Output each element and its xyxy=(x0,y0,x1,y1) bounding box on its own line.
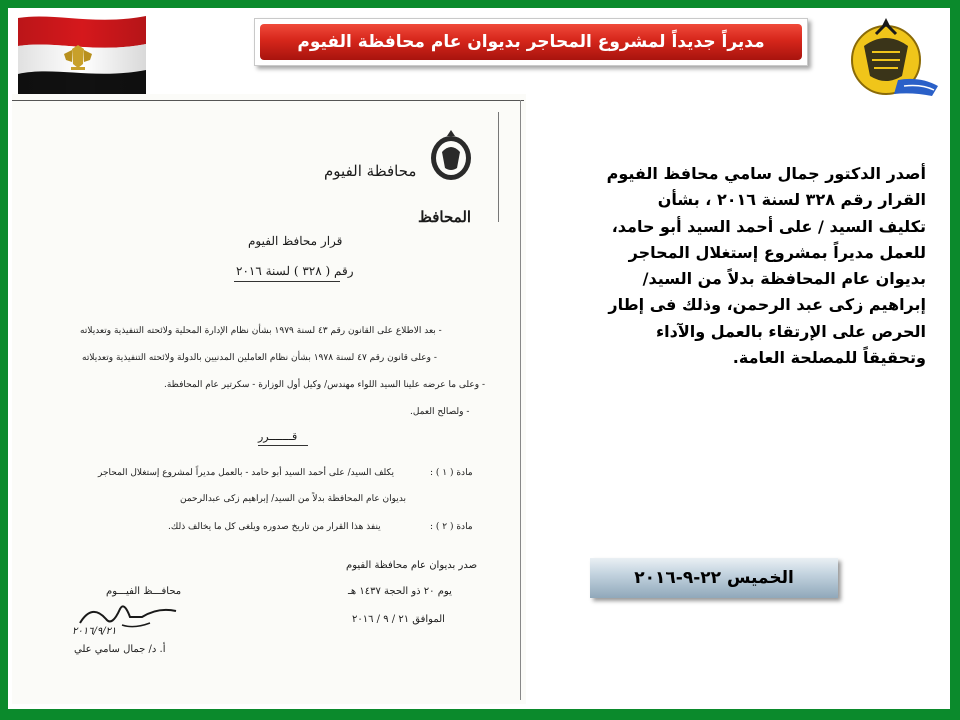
doc-signer-title: محافـــظ الفيـــوم xyxy=(106,586,182,597)
doc-signer-name: أ. د/ جمال سامي علي xyxy=(74,644,166,655)
title-banner xyxy=(254,18,808,66)
doc-article1-label: مادة ( ١ ) : xyxy=(430,468,473,478)
doc-issued-day: يوم ٢٠ ذو الحجة ١٤٣٧ هـ xyxy=(348,586,452,597)
article-text xyxy=(586,161,926,371)
date-badge: الخميس ٢٢-٩-٢٠١٦ xyxy=(590,558,838,598)
doc-article1-line2: بديوان عام المحافظة بدلاً من السيد/ إبراهيم زكى عبدالرحمن xyxy=(180,494,407,504)
slide-canvas xyxy=(8,8,950,709)
doc-article2-label: مادة ( ٢ ) : xyxy=(430,522,473,532)
governorate-seal-icon xyxy=(428,130,474,182)
decree-document xyxy=(12,94,526,704)
doc-signature-date: ٢٠١٦/٩/٢١ xyxy=(72,626,117,637)
headline: مديراً جديداً لمشروع المحاجر بديوان عام محافظة الفيوم xyxy=(260,24,802,60)
doc-office: المحافظ xyxy=(418,208,472,226)
doc-preamble-4: - ولصالح العمل. xyxy=(410,407,470,417)
doc-governorate-name: محافظة الفيوم xyxy=(324,162,417,180)
egypt-flag-icon xyxy=(14,12,150,100)
article-line: الحرص على الإرتقاء بالعمل والآداء xyxy=(655,321,926,341)
doc-decree-title: قرار محافظ الفيوم xyxy=(248,234,343,248)
doc-issued-at: صدر بديوان عام محافظة الفيوم xyxy=(346,560,478,571)
article-line: إبراهيم زكى عبد الرحمن، وذلك فى إطار xyxy=(608,295,926,315)
fayoum-emblem-icon xyxy=(842,16,942,108)
article-line: أصدر الدكتور جمال سامي محافظ الفيوم xyxy=(606,164,926,183)
doc-decided: قـــــــرر xyxy=(258,430,298,443)
doc-preamble-2: - وعلى قانون رقم ٤٧ لسنة ١٩٧٨ بشأن نظام العاملين المدنيين بالدولة ولائحته التنفيذية وتعديلاته xyxy=(82,353,437,363)
doc-article1-line1: يكلف السيد/ على أحمد السيد أبو حامد - بالعمل مديراً لمشروع إستغلال المحاجر xyxy=(98,468,395,478)
article-line: بديوان عام المحافظة بدلاً من السيد/ xyxy=(642,269,926,289)
doc-article2-line: ينفذ هذا القرار من تاريخ صدوره ويلغى كل ما يخالف ذلك. xyxy=(168,522,381,532)
article-line: وتحقيقاً للمصلحة العامة. xyxy=(732,348,926,368)
article-line: تكليف السيد / على أحمد السيد أبو حامد، xyxy=(611,216,926,236)
doc-issued-date: الموافق ٢١ / ٩ / ٢٠١٦ xyxy=(352,614,445,625)
article-line: القرار رقم ٣٢٨ لسنة ٢٠١٦ ، بشأن xyxy=(657,190,926,210)
doc-decree-number: رقم ( ٣٢٨ ) لسنة ٢٠١٦ xyxy=(236,264,354,278)
article-line: للعمل مديراً بمشروع إستغلال المحاجر xyxy=(628,242,926,262)
doc-preamble-3: - وعلى ما عرضه علينا السيد اللواء مهندس/ وكيل أول الوزارة - سكرتير عام المحافظة. xyxy=(164,380,486,390)
doc-preamble-1: - بعد الاطلاع على القانون رقم ٤٣ لسنة ١٩٧٩ بشأن نظام الإدارة المحلية ولائحته التنفيذية وتعديلاته xyxy=(80,326,442,336)
